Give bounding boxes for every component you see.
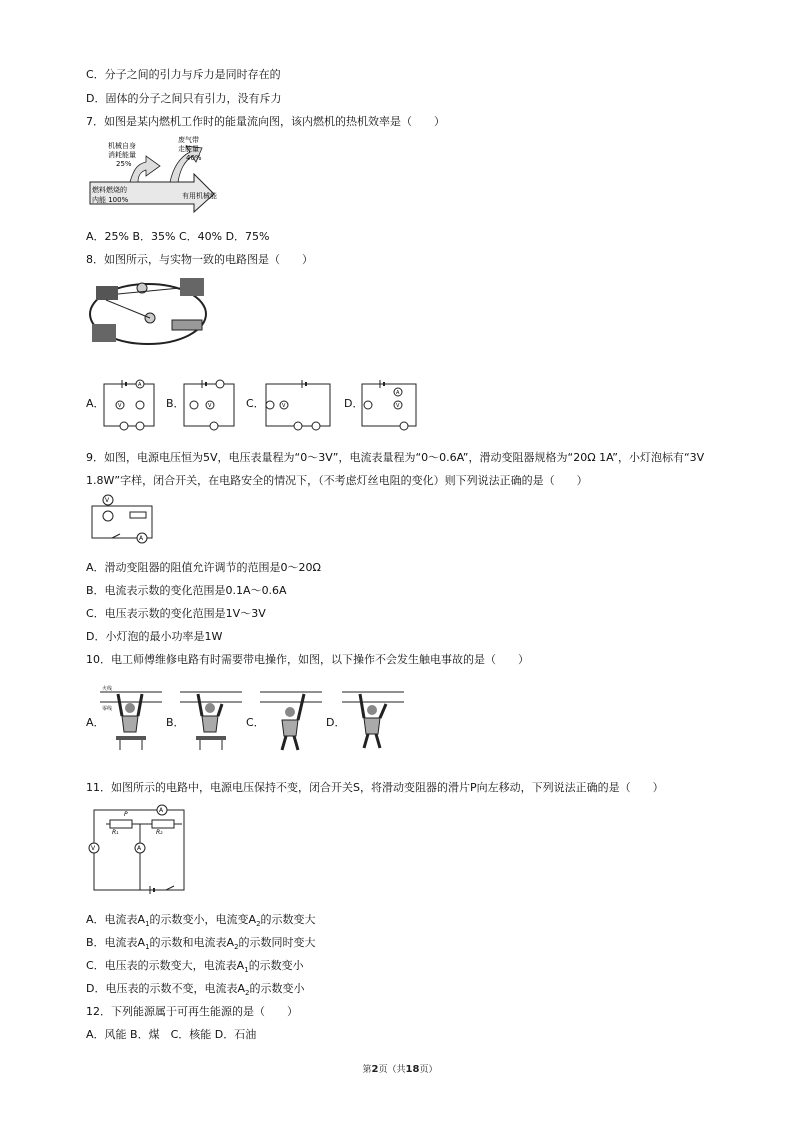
svg-text:A: A [138,382,142,388]
option-11a: A．电流表$A_1$的示数变小，电流变$A_2$的示数变大 [86,913,316,929]
electrician-option-10c [260,682,322,752]
useful-energy-label: 有用机械能 [182,192,217,200]
svg-text:V: V [91,845,96,852]
svg-text:A: A [139,535,144,542]
option-10d-label: D． [326,716,346,729]
circuit-q9 [86,494,158,546]
option-9d: D．小灯泡的最小功率是1W [86,630,223,643]
option-9b: B．电流表示数的变化范围是0.1A～0.6A [86,584,287,597]
option-9a: A．滑动变阻器的阻值允许调节的范围是0～20Ω [86,561,321,574]
electrician-option-10b [180,682,242,752]
energy-flow-diagram [86,134,236,216]
page-footer: 第2页（共18页） [362,1064,438,1075]
exhaust-label-3: 40% [186,154,202,162]
option-11c: C．电压表的示数变大，电流表$A_1$的示数变小 [86,959,304,975]
question-7-stem: 7．如图是某内燃机工作时的能量流向图，该内燃机的热机效率是（ ） [86,115,445,128]
svg-text:R₁: R₁ [112,829,119,836]
svg-text:V: V [208,403,212,409]
fuel-label-1: 燃料燃烧的 [92,186,127,194]
circuit-option-8c [262,378,334,434]
option-6d: D．固体的分子之间只有引力，没有斥力 [86,92,282,105]
option-8a-label: A． [86,397,105,410]
question-8-stem: 8．如图所示，与实物一致的电路图是（ ） [86,253,313,266]
svg-text:R₂: R₂ [156,829,163,836]
svg-text:P: P [124,811,128,818]
svg-text:V: V [282,403,286,409]
option-8c-label: C． [246,397,265,410]
question-12-stem: 12．下列能源属于可再生能源的是（ ） [86,1005,298,1018]
question-9-stem-1: 9．如图，电源电压恒为5V，电压表量程为“0～3V”，电流表量程为“0～0.6A”，滑动变阻器规格为“20Ω 1A”，小灯泡标有“3V [86,451,705,464]
option-8b-label: B． [166,397,185,410]
mech-loss-label-3: 25% [116,160,132,168]
option-9c: C．电压表示数的变化范围是1V～3V [86,607,266,620]
option-10c-label: C． [246,716,265,729]
svg-text:V: V [396,403,400,409]
physical-circuit-photo [86,274,210,350]
svg-text:V: V [118,403,122,409]
mech-loss-label-2: 消耗能量 [108,151,136,159]
question-10-stem: 10．电工师傅维修电路有时需要带电操作，如图，以下操作不会发生触电事故的是（ ） [86,653,529,666]
option-11b: B．电流表$A_1$的示数和电流表$A_2$的示数同时变大 [86,936,316,952]
svg-text:V: V [105,497,110,504]
option-8d-label: D． [344,397,364,410]
circuit-option-8d [358,378,420,434]
mech-loss-label-1: 机械自身 [108,142,136,150]
question-9-stem-2: 1.8W”字样，闭合开关，在电路安全的情况下，（不考虑灯丝电阻的变化）则下列说法正确的是（ ） [86,474,588,487]
circuit-option-8b [180,378,238,434]
question-7-options: A．25% B．35% C．40% D．75% [86,230,270,243]
question-11-stem: 11．如图所示的电路中，电源电压保持不变，闭合开关S，将滑动变阻器的滑片P向左移动，下列说法正确的是（ ） [86,781,664,794]
svg-text:A: A [396,390,400,396]
option-10a-label: A． [86,716,105,729]
circuit-option-8a [100,378,158,434]
option-10b-label: B． [166,716,185,729]
exhaust-label-1: 废气带 [178,136,199,144]
electrician-option-10a [100,682,162,752]
svg-text:A: A [137,845,142,852]
exhaust-label-2: 走能量 [178,145,199,153]
option-6c: C．分子之间的引力与斥力是同时存在的 [86,68,281,81]
svg-text:A: A [159,807,164,814]
live-wire-label: 火线 [102,686,113,692]
circuit-q11 [86,802,190,894]
neutral-wire-label: 零线 [102,706,113,712]
fuel-label-2: 内能 100% [92,196,129,204]
question-12-options: A．风能 B．煤 C．核能 D．石油 [86,1028,257,1041]
electrician-option-10d [342,682,404,752]
option-11d: D．电压表的示数不变，电流表$A_2$的示数变小 [86,982,305,998]
